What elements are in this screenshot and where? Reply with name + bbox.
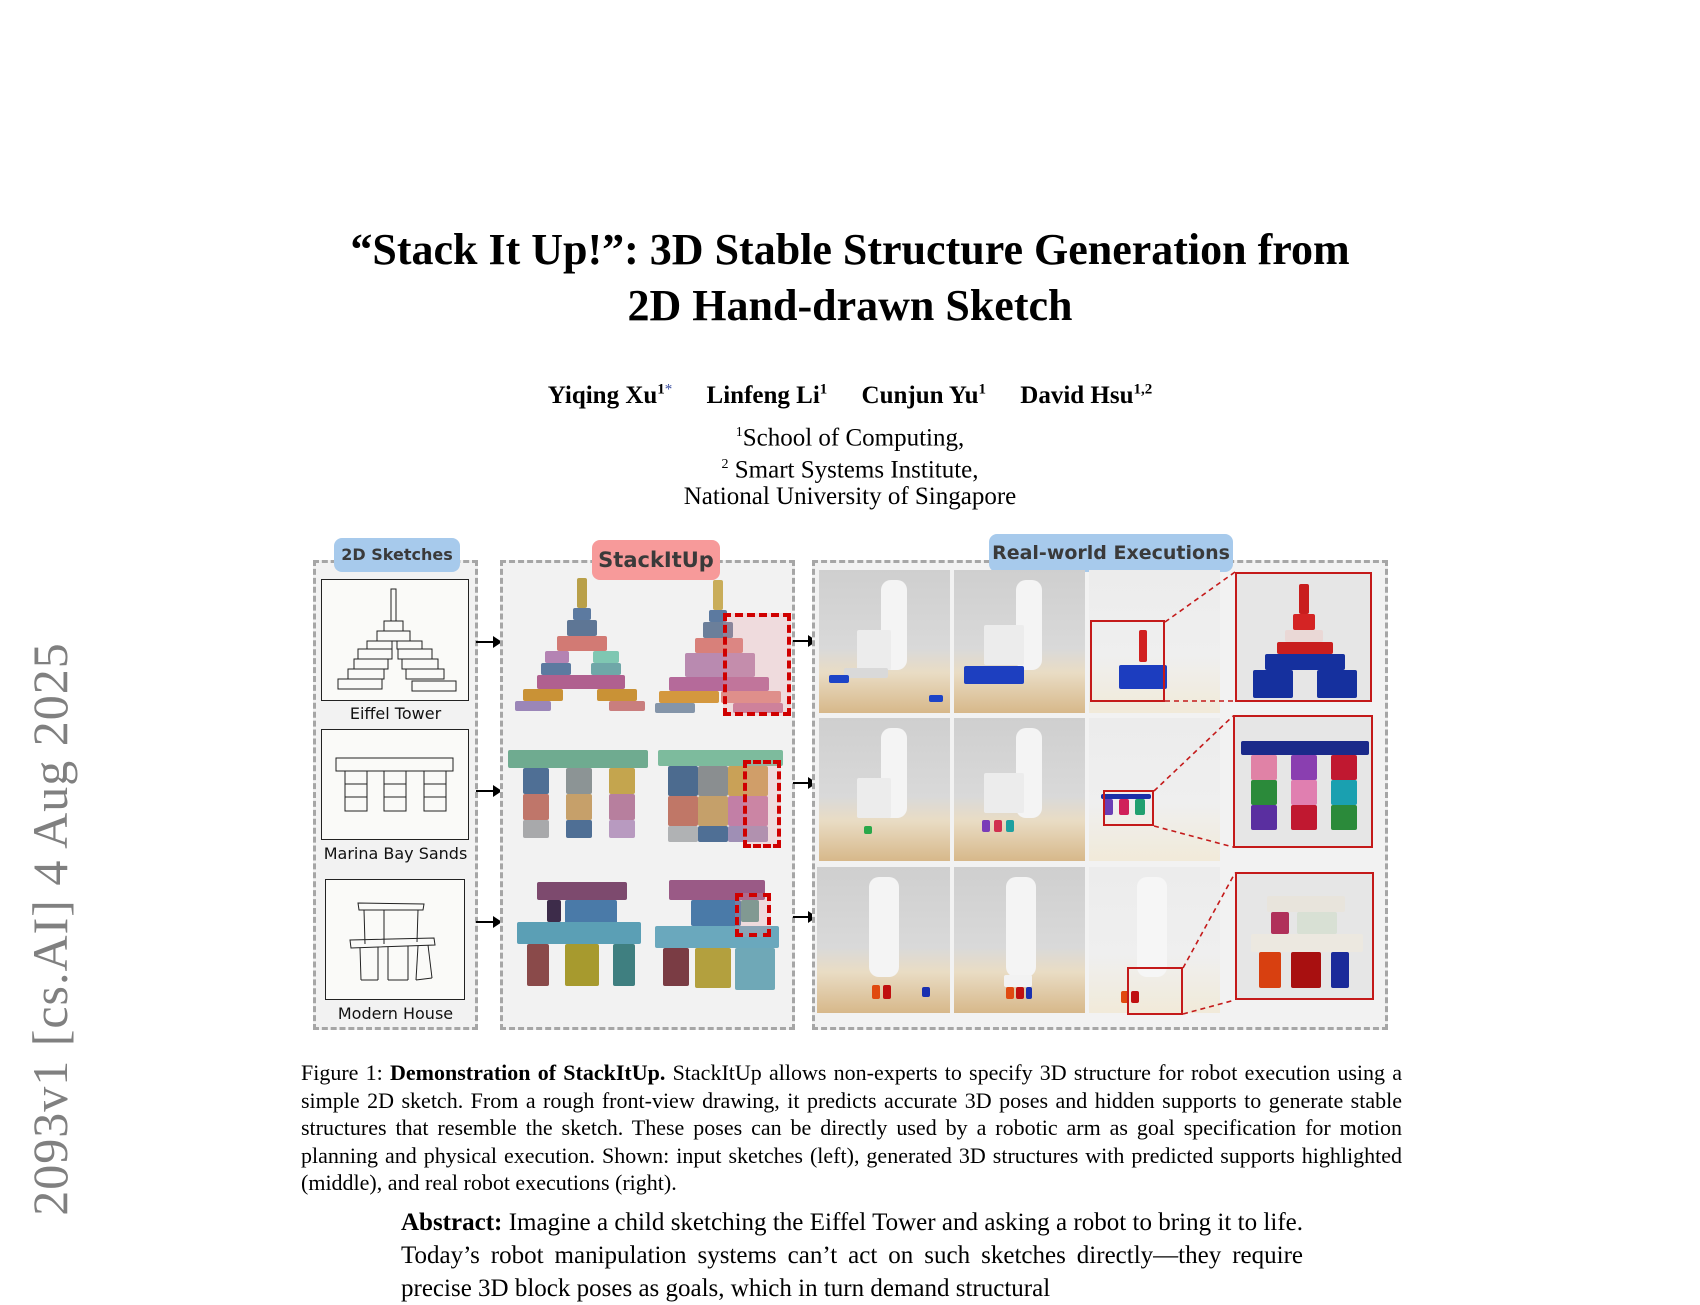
title-line-2: 2D Hand-drawn Sketch — [627, 281, 1073, 330]
author: Cunjun Yu$^1$ — [861, 382, 987, 410]
author: David Hsu$^{1,2}$ — [1020, 382, 1153, 410]
sketch-label-modern-house: Modern House — [337, 1004, 454, 1023]
sketch-label-eiffel-tower: Eiffel Tower — [349, 704, 442, 723]
corresponding-author-mark: * — [664, 382, 673, 398]
sketch-label-marina-bay-sands: Marina Bay Sands — [323, 844, 468, 863]
affiliation: $^1$School of Computing, — [735, 424, 965, 452]
title-line-1: “Stack It Up!”: 3D Stable Structure Generation from — [350, 225, 1350, 274]
arxiv-identifier: 2093v1 [cs.AI] 4 Aug 2025 — [22, 642, 78, 1216]
caption-bold-title: Demonstration of StackItUp. — [389, 1060, 666, 1085]
affiliation: National University of Singapore — [683, 483, 1017, 510]
stackitup-label: StackItUp — [592, 540, 720, 580]
executions-label: Real-world Executions — [989, 534, 1233, 572]
abstract-text: Imagine a child sketching the Eiffel Tower and asking a robot to bring it to life. Today’s robot manipulation systems can’t act on such sketches directly—they require precise 3D block poses as goals, which in turn demand structural — [401, 1209, 1303, 1302]
sketches-label: 2D Sketches — [334, 538, 460, 572]
figure-caption: Figure 1: Demonstration of StackItUp. StackItUp allows non-experts to specify 3D structure for robot execution using a simple 2D sketch. From a rough front-view drawing, it predicts accurate 3D poses and hidden supports to generate stable structures that resemble the sketch. These poses can be directly used by a robotic arm as goal specification for motion planning and physical execution. Shown: input sketches (left), generated 3D structures with predicted supports highlighted (middle), and real robot executions (right). — [301, 1060, 1402, 1195]
abstract — [401, 1206, 1303, 1305]
affiliation: $^2$ Smart Systems Institute, — [721, 456, 979, 484]
abstract-label: Abstract: — [401, 1209, 503, 1236]
author: Yiqing $Xu^{1*}$ — [547, 382, 673, 410]
author: Linfeng Li$^1$ — [706, 382, 828, 410]
